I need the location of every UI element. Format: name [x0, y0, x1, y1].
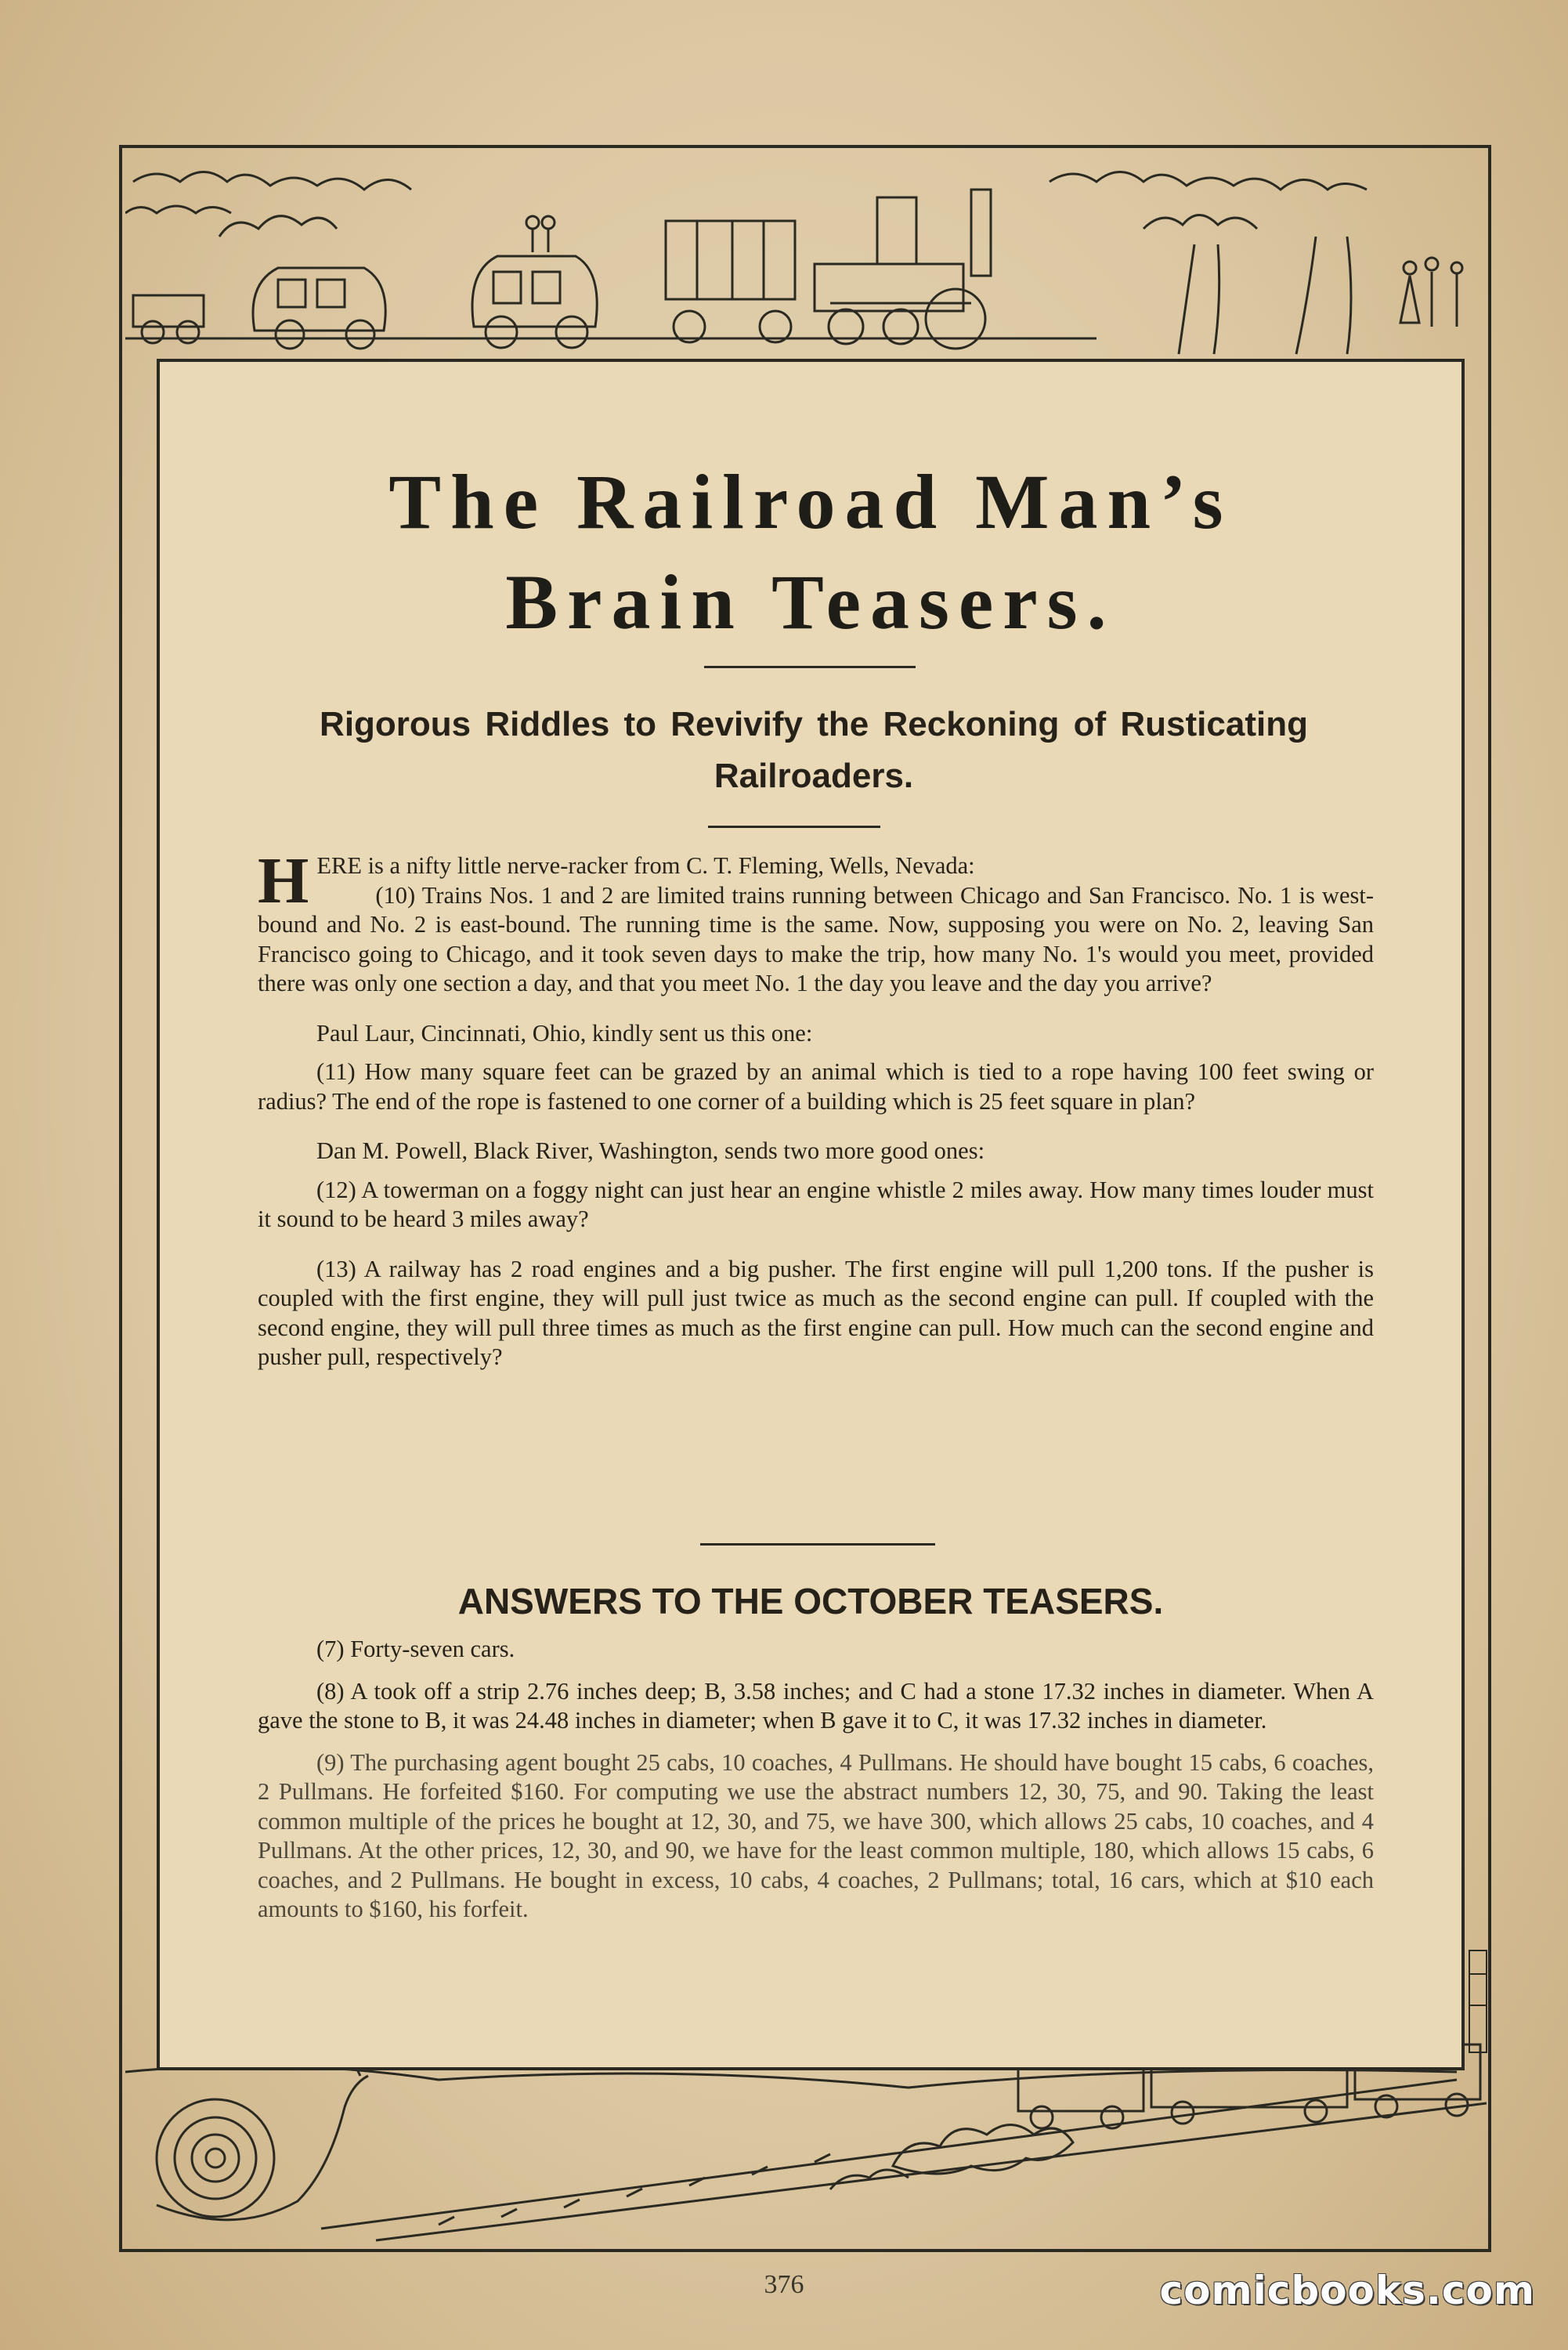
title-line-2: Brain Teasers.	[505, 559, 1116, 645]
title-line-1: The Railroad Man’s	[388, 458, 1233, 545]
teaser-12: (12) A towerman on a foggy night can just hear an engine whistle 2 miles away. How many times louder must it sound to be heard 3 miles away?	[258, 1176, 1374, 1232]
teaser-13: (13) A railway has 2 road engines and a big pusher. The first engine will pull 1,200 tons. If the pusher is coupled with the first engine, they will pull just twice as much as the second engine can pull. If coupled with the second engine, they will pull three times as much as the first engine can pull. How much can the second engine and pusher pull, respectively?	[258, 1255, 1374, 1370]
text-panel	[157, 359, 1465, 2070]
laur-intro: Paul Laur, Cincinnati, Ohio, kindly sent us this one:	[316, 1019, 813, 1047]
answer-9: (9) The purchasing agent bought 25 cabs, 10 coaches, 4 Pullmans. He should have bought 15 cabs, 6 coaches, 2 Pullmans. He forfeited $160. For computing we use the abstract numbers 12, 30, 75, and 90. Taking the least common multiple of the prices he bought at 12, 30, and 75, we have 300, which allows 25 cabs, 10 coaches, and 4 Pullmans. At the other prices, 12, 30, and 90, we have for the least common multiple, 180, which allows 15 cabs, 6 coaches, and 2 Pullmans. He bought in excess, 10 cabs, 4 coaches, 2 Pullmans; total, 16 cars, which at $10 each amounts to $160, his forfeit.	[258, 1748, 1374, 1922]
watermark: comicbooks.com	[1159, 2268, 1535, 2313]
intro-text: ERE is a nifty little nerve-racker from C. T. Fleming, Wells, Nevada:	[316, 852, 975, 879]
powell-intro: Dan M. Powell, Black River, Washington, sends two more good ones:	[316, 1137, 985, 1164]
header-illustration	[125, 150, 1487, 363]
subtitle-divider	[708, 826, 880, 828]
intro-paragraph	[258, 844, 1374, 999]
building-sketch	[1466, 1943, 1490, 2060]
answers-heading: ANSWERS TO THE OCTOBER TEASERS.	[457, 1581, 1164, 1622]
page-number: 376	[764, 2270, 804, 2299]
page-title	[160, 452, 1461, 653]
teasers-body	[258, 844, 1374, 1393]
teaser-11: (11) How many square feet can be grazed by an animal which is tied to a rope having 100 feet swing or radius? The end of the rope is fastened to one corner of a building which is 25 feet square in plan?	[258, 1058, 1374, 1115]
subtitle: Rigorous Riddles to Revivify the Reckoning of Rusticating Railroaders.	[320, 705, 1308, 795]
answer-8: (8) A took off a strip 2.76 inches deep; B, 3.58 inches; and C had a stone 17.32 inches in diameter. When A gave the stone to B, it was 24.48 inches in diameter; when B gave it to C, it was 17.32 inches in diameter.	[258, 1677, 1374, 1734]
title-divider	[704, 666, 916, 668]
drop-cap: H	[258, 844, 309, 917]
teaser-10: (10) Trains Nos. 1 and 2 are limited trains running between Chicago and San Francisco. No. 1 is west-bound and No. 2 is east-bound. The running time is the same. Now, supposing you were on No. 2, leaving San Francisco going to Chicago, and it took seven days to make the trip, how many No. 1's would you meet, provided there was only one section a day, and that you meet No. 1 the day you leave and the day you arrive?	[258, 881, 1374, 996]
answers-divider	[700, 1543, 935, 1546]
answer-7: (7) Forty-seven cars.	[316, 1636, 515, 1662]
answers-body	[258, 1635, 1374, 1937]
